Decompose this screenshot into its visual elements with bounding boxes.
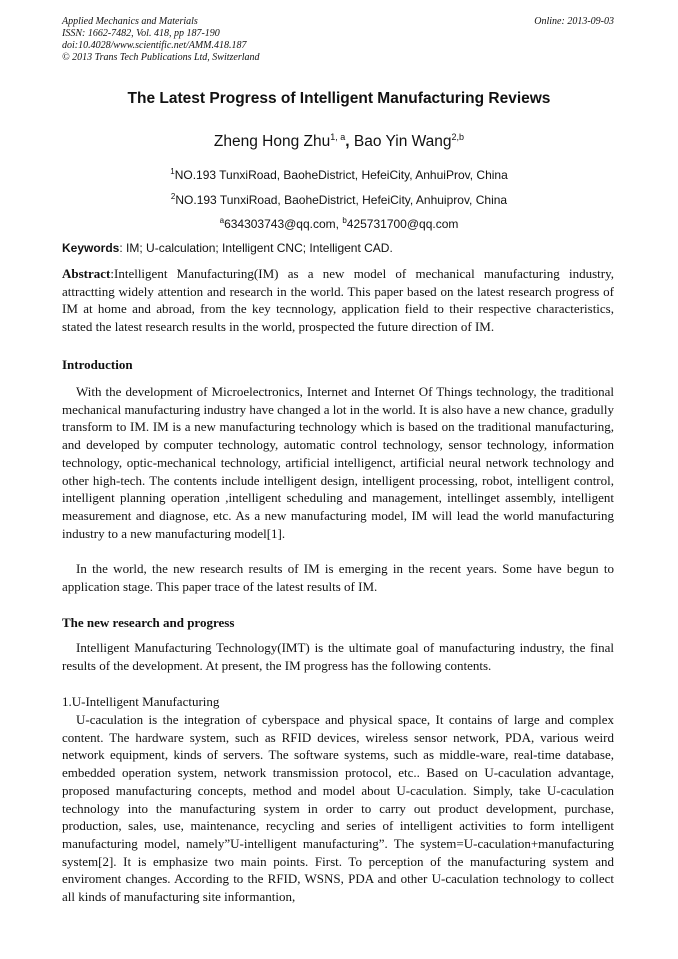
issn-line: ISSN: 1662-7482, Vol. 418, pp 187-190 <box>62 28 220 39</box>
abstract-label: Abstract <box>62 266 111 281</box>
doi-line: doi:10.4028/www.scientific.net/AMM.418.187 <box>62 40 247 51</box>
author-line <box>0 132 678 151</box>
section-heading-progress: The new research and progress <box>62 615 235 630</box>
email-a: 634303743@qq.com, <box>224 217 343 231</box>
email-a-sup: a <box>219 216 225 225</box>
email-line <box>0 216 678 231</box>
author-1-affil: 1, a <box>330 132 346 142</box>
affiliation-2 <box>0 192 678 207</box>
affiliation-1-sup: 1 <box>170 167 175 176</box>
section-heading-introduction: Introduction <box>62 357 133 372</box>
keywords-text: : IM; U-calculation; Intelligent CNC; Intelligent CAD. <box>119 241 393 255</box>
author-2-affil: 2,b <box>451 132 465 142</box>
keywords <box>62 241 614 255</box>
journal-name: Applied Mechanics and Materials <box>62 16 198 27</box>
progress-paragraph-1: Intelligent Manufacturing Technology(IMT) is the ultimate goal of manufacturing industry, the final results of the development. At present, the IM progress has the following contents. <box>62 640 614 673</box>
introduction-paragraph-1: With the development of Microelectronics, Internet and Internet Of Things technology, the traditional mechanical manufacturing industry have changed a lot in the world. It is also have a new chance, gradully transform to IM. IM is a new manufacturing technology which is based on the traditional manufacturing, and developed by computer technology, automatic control technology, sensor technology, information technology, optic-mechanical technology, artificial intelligenct, artificial neural network technology and other high-tech. The contents include intelligent design, intelligent processing, robot, intelligent control, intelligent planning operation ,intelligent scheduling and management, intellinget assembly, intelligent measurement and diagnose, etc. As a new manufacturing model, IM will lead the world manufacturing industry to a new manufacturing model[1]. <box>62 384 614 541</box>
affiliation-2-text: NO.193 TunxiRoad, BaoheDistrict, HefeiCity, Anhuiprov, China <box>175 193 508 207</box>
abstract <box>62 265 614 336</box>
email-b-sup: b <box>342 216 347 225</box>
author-separator: , <box>345 133 354 151</box>
paper-title: The Latest Progress of Intelligent Manufacturing Reviews <box>127 90 551 107</box>
affiliation-1-text: NO.193 TunxiRoad, BaoheDistrict, HefeiCity, AnhuiProv, China <box>174 168 508 182</box>
introduction-paragraph-2: In the world, the new research results of IM is emerging in the recent years. Some have begun to application stage. This paper trace of the latest results of IM. <box>62 561 614 594</box>
email-b: 425731700@qq.com <box>346 217 459 231</box>
copyright-line: © 2013 Trans Tech Publications Ltd, Switzerland <box>62 52 260 63</box>
progress-paragraph-2: U-caculation is the integration of cyberspace and physical space, It contains of large and complex content. The hardware system, such as RFID devices, wireless sensor network, PDA, various weird network equipment, kinds of servers. The software systems, such as middle-ware, real-time database, embedded operation system, network transmission protocol, etc.. Based on U-caculation advantage, proposed manufacturing concepts, method and model about U-caculation. Simply, take U-caculation technology into the manufacturing system in order to carry out product development, purchase, production, sales, use, maintenance, recycling and series of intelligent activities to form intelligent manufacturing model, namely”U-intelligent manufacturing”. The system=U-caculation+manufacturing system[2]. It is emphasize two main points. First. To perception of the manufacturing system and enviroment changes. According to the RFID, WSNS, PDA and other U-caculation technology to collect all kinds of manufacturing site informantion, <box>62 712 614 905</box>
online-date: Online: 2013-09-03 <box>534 16 614 27</box>
subsection-heading: 1.U-Intelligent Manufacturing <box>62 694 220 709</box>
keywords-label: Keywords <box>62 241 120 255</box>
journal-header <box>62 16 614 64</box>
author-1: Zheng Hong Zhu <box>213 133 331 151</box>
author-2: Bao Yin Wang <box>353 133 452 151</box>
affiliation-1 <box>0 167 678 182</box>
affiliation-2-sup: 2 <box>170 192 176 201</box>
abstract-text: :Intelligent Manufacturing(IM) as a new model of mechanical manufacturing industry, attractting widely attention and research in the world. This paper based on the latest research progress of IM at home and abroad, from the key tecnnology, application field to their respective characteristics, stated the latest research results in the world, prospected the future direction of IM. <box>62 266 614 335</box>
